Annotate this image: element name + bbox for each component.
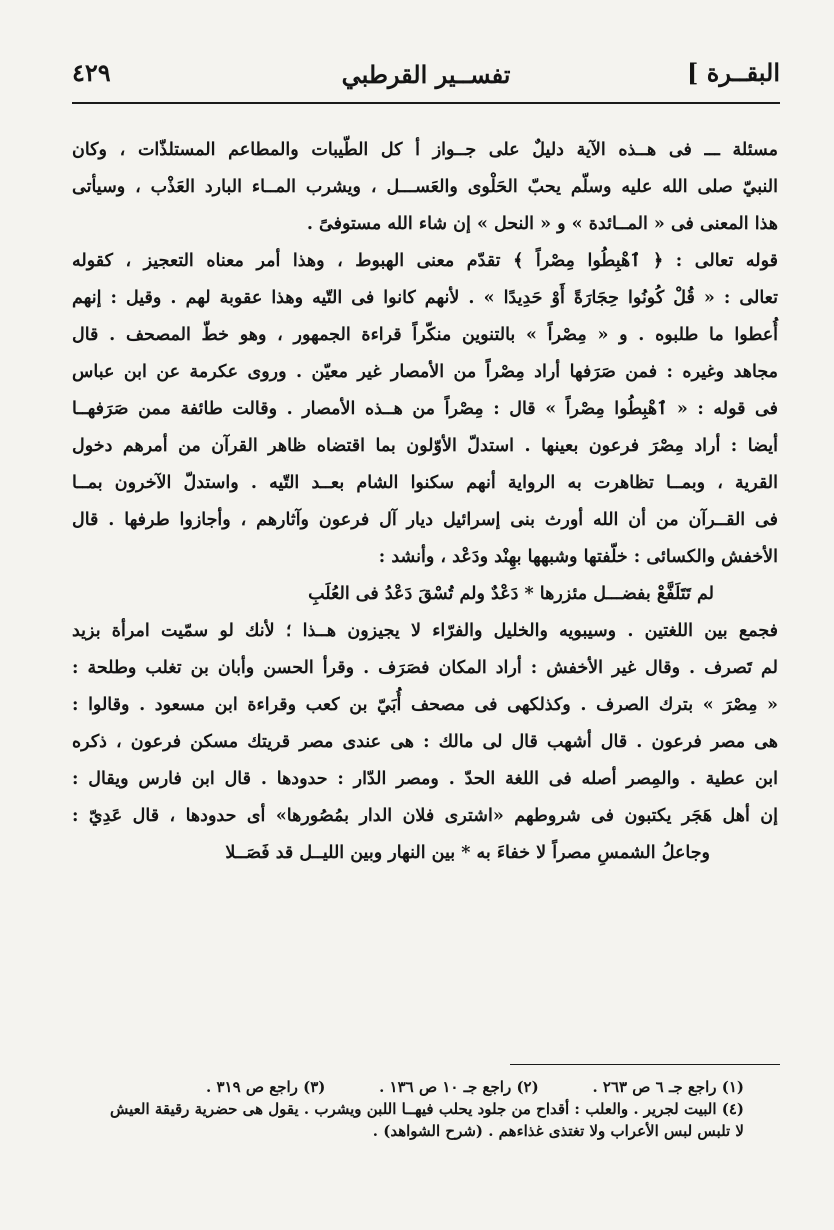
- footnote-rule: [510, 1064, 780, 1065]
- book-title: تفســير القرطبي: [341, 60, 511, 89]
- text-line: أيضا : أراد مِصْرَ فرعون بعينها . استدلّ الأوّلون بما اقتضاه ظاهر القرآن من أمرهم دخول: [72, 436, 778, 456]
- text-line: فى القــرآن من أن الله أورث بنى إسرائيل ديار آل فرعون وآثارهم ، وأجازوا طرفها . قال: [72, 510, 778, 530]
- main-text: [72, 132, 778, 872]
- poetry-verse: وجاعلُ الشمسِ مصراً لا خفاءَ به * بين النهار وبين الليــل قد فَصَــلا: [225, 843, 710, 863]
- footnote-3: (٣) راجع ص ٣١٩ .: [206, 1078, 326, 1096]
- text-line: تعالى : « قُلْ كُونُوا حِجَارَةً أَوْ حَدِيدًا » . لأنهم كانوا فى التّيه وهذا عقوبة لهم . وقيل : إنهم: [72, 288, 778, 308]
- footnote-4: (٤) البيت لجرير . والعلب : أقداح من جلود يحلب فيهــا اللبن ويشرب . يقول هى حضرية رقيقة العيش: [109, 1100, 744, 1118]
- text-line: النبيّ صلى الله عليه وسلّم يحبّ الحَلْوى والعَســـل ، ويشرب المــاء البارد العَذْب ، وسيأتى: [72, 177, 778, 197]
- text-line: هذا المعنى فى « المــائدة » و « النحل » إن شاء الله مستوفىً .: [306, 214, 778, 234]
- footnote-1: (١) راجع جـ ٦ ص ٢٦٣ .: [592, 1078, 744, 1096]
- footnotes: [96, 1076, 744, 1142]
- surah-name: البقــرة ]: [687, 58, 780, 87]
- footnote-2: (٢) راجع جـ ١٠ ص ١٣٦ .: [379, 1078, 539, 1096]
- text-line: القرية ، وبمــا تظاهرت به الرواية أنهم سكنوا الشام بعــد التّيه . واستدلّ الآخرون بمــا: [72, 473, 778, 493]
- page-header: [72, 58, 780, 98]
- text-line: أُعطوا ما طلبوه . و « مِصْراً » بالتنوين منكّراً قراءة الجمهور ، وهو خطّ المصحف . قال: [72, 325, 778, 345]
- page-number: ٤٢٩: [72, 58, 111, 87]
- text-line: لم تَصرف . وقال غير الأخفش : أراد المكان فصَرَف . وقرأ الحسن وأبان بن تغلب وطلحة :: [72, 658, 778, 678]
- text-line: إن أهل هَجَر يكتبون فى شروطهم «اشترى فلان الدار بمُصُورها» أى حدودها ، قال عَدِيّ :: [72, 806, 778, 826]
- footnote-4-cont: لا تلبس لبس الأعراب ولا تغتذى غذاءهم . (شرح الشواهد) .: [372, 1122, 744, 1140]
- text-line: هى مصر فرعون . قال أشهب قال لى مالك : هى عندى مصر قريتك مسكن فرعون ، ذكره: [72, 732, 778, 752]
- text-line: ابن عطية . والمِصر أصله فى اللغة الحدّ . ومصر الدّار : حدودها . قال ابن فارس ويقال :: [72, 769, 778, 789]
- footnote-refs: [96, 1076, 744, 1098]
- text-line: مجاهد وغيره : فمن صَرَفها أراد مِصْراً من الأمصار غير معيّن . وروى عكرمة عن ابن عباس: [72, 362, 778, 382]
- text-line: قوله تعالى : ﴿ ٱهْبِطُوا مِصْراً ﴾ تقدّم معنى الهبوط ، وهذا أمر معناه التعجيز ، كقوله: [72, 251, 778, 271]
- text-line: فجمع بين اللغتين . وسيبويه والخليل والفرّاء لا يجيزون هــذا ؛ لأنك لو سمّيت امرأة بزيد: [72, 621, 778, 641]
- text-line: « مِصْرَ » بترك الصرف . وكذلكهى فى مصحف أُبَيّ بن كعب وقراءة ابن مسعود . وقالوا :: [72, 695, 778, 715]
- text-line: مسئلة ـــ فى هــذه الآية دليلٌ على جــواز أ كل الطّيبات والمطاعم المستلذّات ، وكان: [72, 140, 778, 160]
- text-line: فى قوله : « ٱهْبِطُوا مِصْراً » قال : مِصْراً من هــذه الأمصار . وقالت طائفة ممن صَرَفهــا: [72, 399, 778, 419]
- poetry-verse: لم تَتَلَفَّعْ بفضـــل مئزرها * دَعْدٌ ولم تُسْقَ دَعْدُ فى العُلَبِ: [308, 584, 714, 604]
- text-line: الأخفش والكسائى : خلّفتها وشبهها بهِنْد ودَعْد ، وأنشد :: [378, 547, 778, 567]
- header-rule: [72, 102, 780, 104]
